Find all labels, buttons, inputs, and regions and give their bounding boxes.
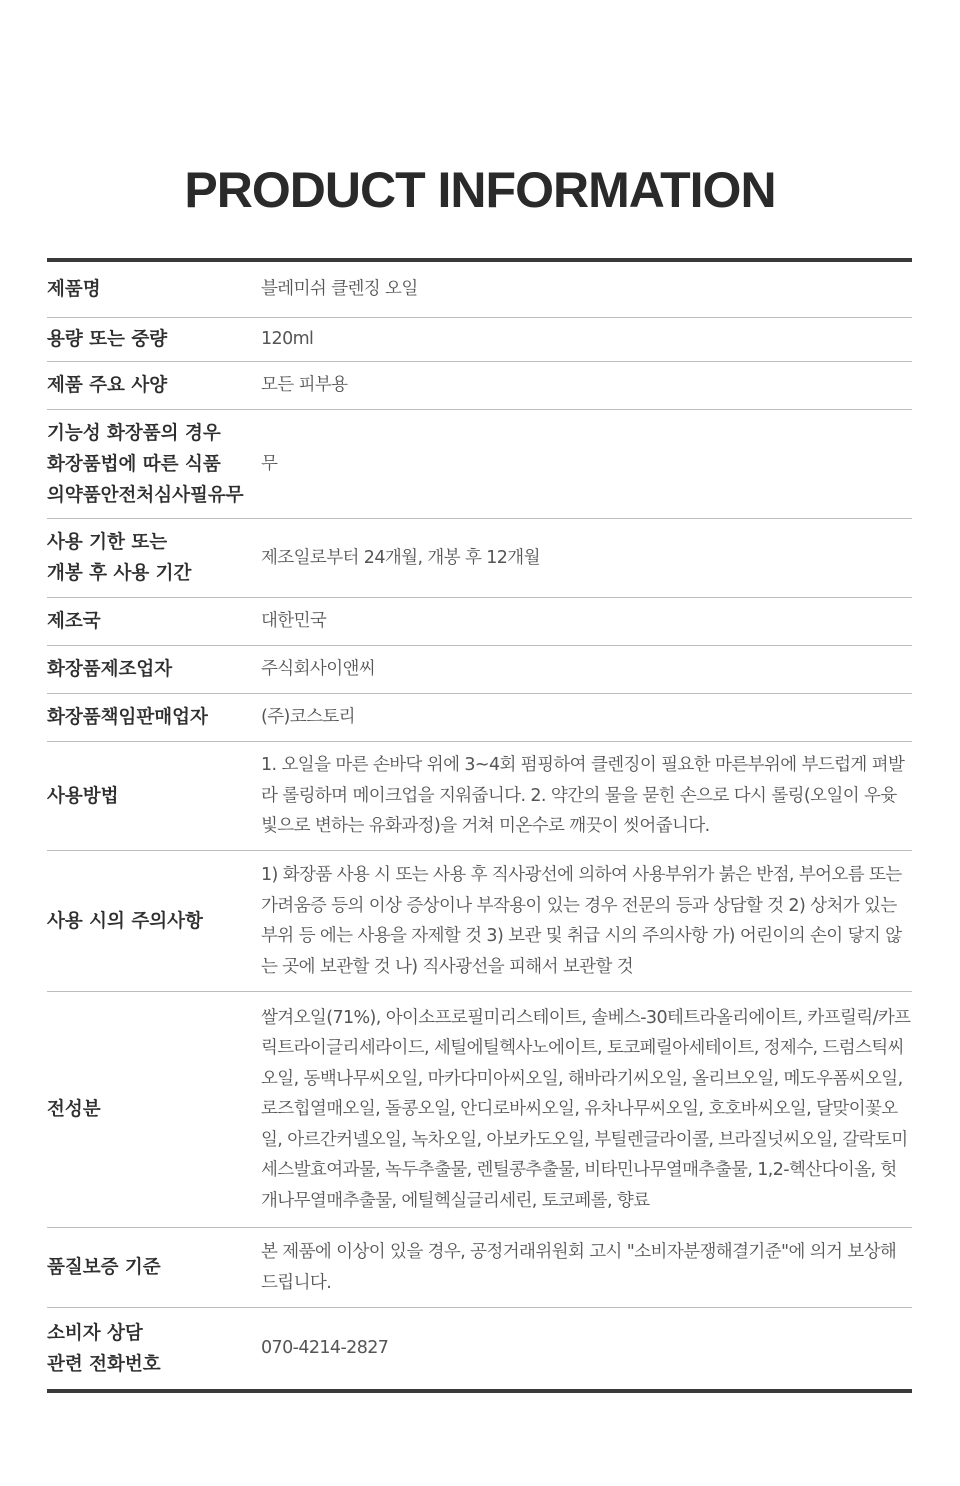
row-label <box>47 527 261 589</box>
row-value: 모든 피부용 <box>261 375 348 396</box>
row-main-spec <box>47 361 912 409</box>
label-line: 화장품책임판매업자 <box>47 707 208 728</box>
row-value: 070-4214-2827 <box>261 1338 389 1359</box>
row-label <box>47 370 261 401</box>
row-cautions <box>47 850 912 991</box>
row-usage <box>47 741 912 850</box>
row-label <box>47 1318 261 1380</box>
row-value: 제조일로부터 24개월, 개봉 후 12개월 <box>261 547 540 568</box>
row-manufacturer <box>47 645 912 693</box>
row-value: 120ml <box>261 329 314 350</box>
label-line: 용량 또는 중량 <box>47 329 168 350</box>
row-country <box>47 597 912 645</box>
label-line: 사용 기한 또는 <box>47 532 168 553</box>
label-line: 사용방법 <box>47 785 119 807</box>
row-label <box>47 1252 261 1283</box>
row-volume <box>47 317 912 361</box>
product-info-table <box>47 258 912 1393</box>
row-expiry <box>47 518 912 597</box>
row-value: 1) 화장품 사용 시 또는 사용 후 직사광선에 의하여 사용부위가 붉은 반점, 부어오름 또는 가려움증 등의 이상 증상이나 부작용이 있는 경우 전문의 등과 상담할 것 2) 상처가 있는 부위 등 에는 사용을 자제할 것 3) 보관 및 취급 시의 주의사항 가) 어린이의 손이 닿지 않는 곳에 보관할 것 나) 직사광선을 피해서 보관할 것 <box>261 865 902 977</box>
row-value: 주식회사이앤씨 <box>261 659 376 680</box>
row-quality-guarantee <box>47 1227 912 1307</box>
row-label <box>47 702 261 733</box>
row-functional-review <box>47 409 912 518</box>
row-value: 쌀겨오일(71%), 아이소프로필미리스테이트, 솔베스-30테트라올리에이트, 카프릴릭/카프릭트라이글리세라이드, 세틸에틸헥사노에이트, 토코페릴아세테이트, 정제수, 드럼스틱씨오일, 동백나무씨오일, 마카다미아씨오일, 해바라기씨오일, 올리브오일, 메도우폼씨오일, 로즈힙열매오일, 돌콩오일, 안디로바씨오일, 유차나무씨오일, 호호바씨오일, 달맞이꽃오일, 아르간커넬오일, 녹차오일, 아보카도오일, 부틸렌글라이콜, 브라질넛씨오일, 갈락토미세스발효여과물, 녹두추출물, 렌틸콩추출물, 비타민나무열매추출물, 1,2-헥산다이올, 헛개나무열매추출물, 에틸헥실글리세린, 토코페롤, 향료 <box>261 1007 911 1211</box>
label-line: 전성분 <box>47 1099 101 1120</box>
label-line: 품질보증 기준 <box>47 1257 161 1278</box>
label-line: 제품명 <box>47 279 101 300</box>
label-line: 제품 주요 사양 <box>47 375 168 396</box>
row-label <box>47 1094 261 1125</box>
label-line: 관련 전화번호 <box>47 1353 161 1375</box>
row-consumer-phone <box>47 1307 912 1389</box>
label-line: 의약품안전처심사필유무 <box>47 484 244 506</box>
row-label <box>47 324 261 355</box>
row-value: 블레미쉬 클렌징 오일 <box>261 279 418 300</box>
label-line: 화장품법에 따른 식품 <box>47 453 221 475</box>
label-line: 사용 시의 주의사항 <box>47 910 203 932</box>
row-seller <box>47 693 912 741</box>
row-value: 무 <box>261 453 278 474</box>
label-line: 기능성 화장품의 경우 <box>47 422 221 444</box>
row-value: 1. 오일을 마른 손바닥 위에 3~4회 펌핑하여 클렌징이 필요한 마른부위에 부드럽게 펴발라 롤링하며 메이크업을 지워줍니다. 2. 약간의 물을 묻힌 손으로 다시 롤링(오일이 우윳빛으로 변하는 유화과정)을 거쳐 미온수로 깨끗이 씻어줍니다. <box>261 755 905 837</box>
label-line: 소비자 상담 <box>47 1322 143 1344</box>
row-ingredients <box>47 991 912 1227</box>
row-label <box>47 906 261 937</box>
row-label <box>47 654 261 685</box>
row-label <box>47 781 261 812</box>
row-label <box>47 418 261 511</box>
row-value: 본 제품에 이상이 있을 경우, 공정거래위원회 고시 "소비자분쟁해결기준"에 의거 보상해 드립니다. <box>261 1242 897 1293</box>
row-product-name <box>47 262 912 317</box>
label-line: 개봉 후 사용 기간 <box>47 563 192 584</box>
row-value: (주)코스토리 <box>261 707 355 728</box>
label-line: 제조국 <box>47 611 101 632</box>
row-label <box>47 606 261 637</box>
page-title: PRODUCT INFORMATION <box>184 162 776 218</box>
label-line: 화장품제조업자 <box>47 659 173 680</box>
row-value: 대한민국 <box>261 611 327 632</box>
row-label <box>47 274 261 305</box>
